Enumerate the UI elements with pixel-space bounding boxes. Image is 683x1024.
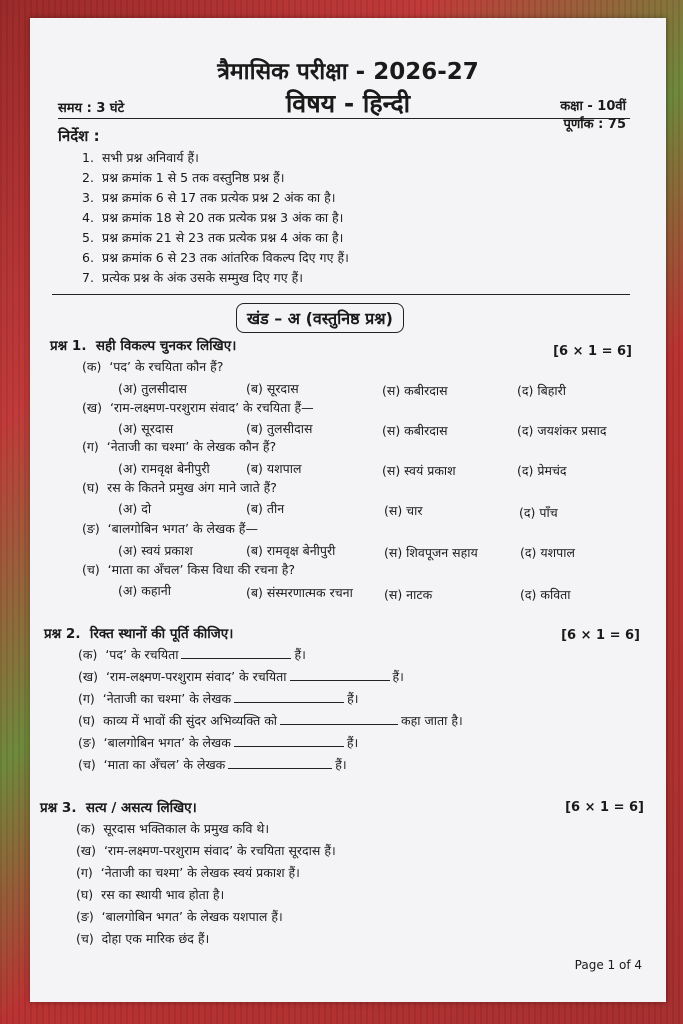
q1-option: (अ) रामवृक्ष बेनीपुरी [118,461,210,476]
section-title: खंड – अ (वस्तुनिष्ठ प्रश्न) [236,303,404,333]
q1-option: (अ) कहानी [118,583,171,598]
q1-item: (घ) रस के कितने प्रमुख अंग माने जाते हैं? [82,480,277,495]
instruction-item: 6. प्रश्न क्रमांक 6 से 23 तक आंतरिक विकल्प दिए गए हैं। [82,250,349,265]
instruction-item: 2. प्रश्न क्रमांक 1 से 5 तक वस्तुनिष्ठ प्रश्न हैं। [82,170,285,185]
q3-heading: प्रश्न 3. सत्य / असत्य लिखिए। [40,800,197,816]
instruction-item: 5. प्रश्न क्रमांक 21 से 23 तक प्रत्येक प्रश्न 4 अंक का है। [82,230,344,245]
instruction-item: 1. सभी प्रश्न अनिवार्य हैं। [82,150,199,165]
q1-option: (ब) तीन [246,501,285,516]
q1-option: (स) कबीरदास [382,423,448,438]
q2-item: (ख) ‘राम-लक्ष्मण-परशुराम संवाद’ के रचयिता हैं। [78,669,404,684]
q3-item: (ख) ‘राम-लक्ष्मण-परशुराम संवाद’ के रचयिता सूरदास हैं। [76,843,336,858]
q1-option: (द) जयशंकर प्रसाद [517,423,607,438]
answer-blank[interactable] [181,646,291,659]
q1-option: (द) यशपाल [520,545,575,560]
q2-item: (ग) ‘नेताजी का चश्मा’ के लेखक हैं। [78,691,359,706]
instructions-list [82,148,349,288]
time-label: समय : 3 घंटे [58,101,125,116]
q1-option: (स) नाटक [384,587,433,602]
answer-blank[interactable] [280,712,398,725]
q1-option: (अ) तुलसीदास [118,381,187,396]
exam-paper [30,18,666,1002]
q1-option: (अ) सूरदास [118,421,174,436]
total-marks-label: पूर्णांक : 75 [563,117,626,132]
q2-item: (क) ‘पद’ के रचयिता हैं। [78,647,306,662]
q2-marks: [6 × 1 = 6] [561,628,640,643]
q1-option: (द) प्रेमचंद [517,463,567,478]
q1-item: (ख) ‘राम-लक्ष्मण-परशुराम संवाद’ के रचयिता हैं— [82,400,314,415]
q1-option: (द) बिहारी [517,383,566,398]
q3-marks: [6 × 1 = 6] [565,800,644,815]
q1-heading: प्रश्न 1. सही विकल्प चुनकर लिखिए। [50,338,237,354]
answer-blank[interactable] [234,690,344,703]
q3-item: (क) सूरदास भक्तिकाल के प्रमुख कवि थे। [76,821,270,836]
q1-item: (क) ‘पद’ के रचयिता कौन हैं? [82,359,224,374]
q1-item: (ङ) ‘बालगोबिन भगत’ के लेखक हैं— [82,521,258,536]
instruction-item: 4. प्रश्न क्रमांक 18 से 20 तक प्रत्येक प्रश्न 3 अंक का है। [82,210,344,225]
q3-item: (ग) ‘नेताजी का चश्मा’ के लेखक स्वयं प्रकाश हैं। [76,865,300,880]
instructions-heading: निर्देश : [58,127,100,145]
instruction-item: 3. प्रश्न क्रमांक 6 से 17 तक प्रत्येक प्रश्न 2 अंक का है। [82,190,336,205]
q1-option: (स) कबीरदास [382,383,448,398]
q3-item: (घ) रस का स्थायी भाव होता है। [76,887,225,902]
q3-item: (ङ) ‘बालगोबिन भगत’ के लेखक यशपाल हैं। [76,909,283,924]
q1-option: (अ) स्वयं प्रकाश [118,543,193,558]
q2-item: (च) ‘माता का अँचल’ के लेखक हैं। [78,757,347,772]
page-number: Page 1 of 4 [574,958,642,972]
q1-option: (ब) सूरदास [246,381,299,396]
q2-heading: प्रश्न 2. रिक्त स्थानों की पूर्ति कीजिए। [44,626,234,642]
q1-option: (द) पाँच [519,505,558,520]
header-divider [58,118,630,119]
q2-item: (ङ) ‘बालगोबिन भगत’ के लेखक हैं। [78,735,359,750]
q1-option: (स) चार [384,503,423,518]
answer-blank[interactable] [228,756,332,769]
q1-marks: [6 × 1 = 6] [553,344,632,359]
q2-item: (घ) काव्य में भावों की सुंदर अभिव्यक्ति को कहा जाता है। [78,713,463,728]
q1-option: (स) स्वयं प्रकाश [382,463,456,478]
q1-item: (ग) ‘नेताजी का चश्मा’ के लेखक कौन हैं? [82,439,277,454]
answer-blank[interactable] [234,734,344,747]
q1-option: (ब) संस्मरणात्मक रचना [246,585,353,600]
answer-blank[interactable] [290,668,390,681]
exam-title: त्रैमासिक परीक्षा - 2026-27 [217,59,479,85]
q1-option: (द) कविता [520,587,571,602]
class-label: कक्षा - 10वीं [560,99,626,114]
q1-option: (स) शिवपूजन सहाय [384,545,478,560]
q1-option: (अ) दो [118,501,152,516]
q1-option: (ब) यशपाल [246,461,302,476]
q1-item: (च) ‘माता का अँचल’ किस विधा की रचना है? [82,562,296,577]
subject-title: विषय - हिन्दी [285,89,411,118]
instruction-item: 7. प्रत्येक प्रश्न के अंक उसके सम्मुख दिए गए हैं। [82,270,303,285]
q3-item: (च) दोहा एक मारिक छंद हैं। [76,931,210,946]
q1-option: (ब) तुलसीदास [246,421,313,436]
q1-option: (ब) रामवृक्ष बेनीपुरी [246,543,336,558]
instructions-divider [52,294,630,295]
